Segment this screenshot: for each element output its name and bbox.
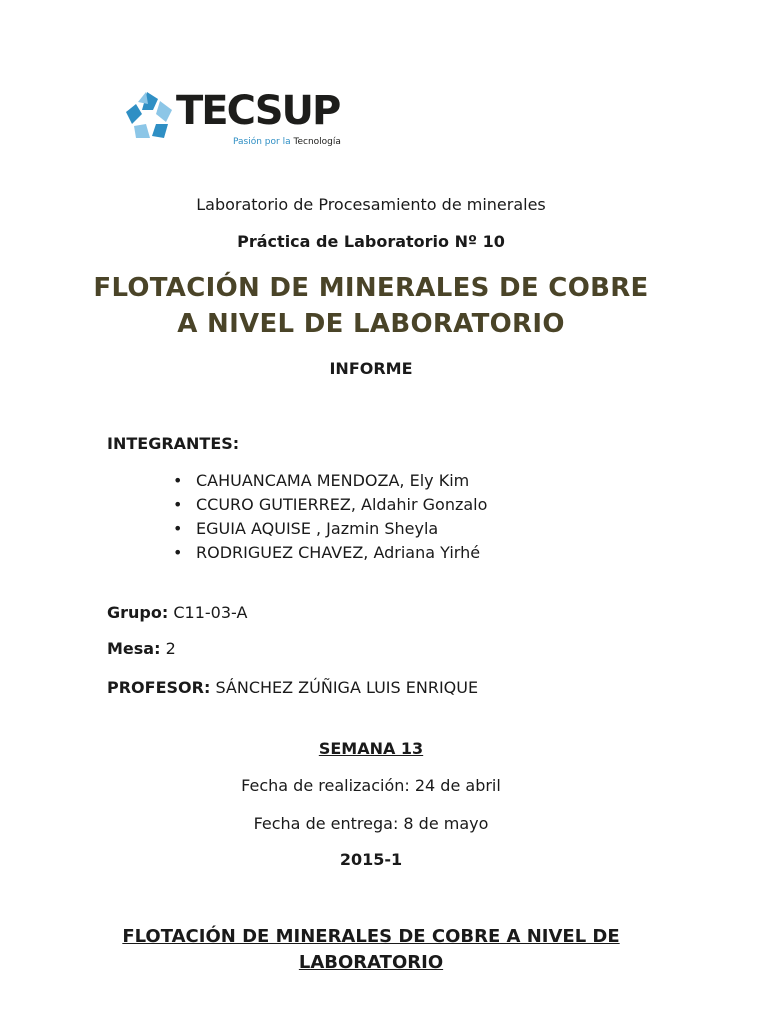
list-item: • CAHUANCAMA MENDOZA, Ely Kim [173,471,470,490]
title-line-2: A NIVEL DE LABORATORIO [177,309,565,339]
members-list [173,469,487,565]
member-name: RODRIGUEZ CHAVEZ, Adriana Yirhé [196,543,481,562]
logo-tagline-part1: Pasión por la [233,137,291,147]
group-line [107,603,247,622]
section-heading-line-2: LABORATORIO [298,952,444,973]
table-value: 2 [165,639,176,658]
title-line-1: FLOTACIÓN DE MINERALES DE COBRE [93,273,649,303]
professor-line [107,678,478,697]
table-label: Mesa: [107,639,161,658]
professor-value: SÁNCHEZ ZÚÑIGA LUIS ENRIQUE [215,678,479,697]
member-name: CAHUANCAMA MENDOZA, Ely Kim [196,471,470,490]
section-heading-line-1: FLOTACIÓN DE MINERALES DE COBRE A NIVEL DE [122,926,620,947]
list-item: • RODRIGUEZ CHAVEZ, Adriana Yirhé [173,543,481,562]
delivery-date: Fecha de entrega: 8 de mayo [253,814,489,833]
course-name: Laboratorio de Procesamiento de minerales [196,195,546,214]
term: 2015-1 [339,850,403,869]
list-item: • EGUIA AQUISE , Jazmin Sheyla [173,519,439,538]
completion-date: Fecha de realización: 24 de abril [241,776,501,795]
list-item: • CCURO GUTIERREZ, Aldahir Gonzalo [173,495,488,514]
document-type: INFORME [329,359,413,378]
logo-tagline-part2: Tecnología [293,137,341,147]
logo-wordmark: TECSUP [176,88,340,134]
table-line [107,639,176,658]
practice-number: Práctica de Laboratorio Nº 10 [237,232,505,251]
group-label: Grupo: [107,603,169,622]
logo-tagline [233,137,341,147]
member-name: CCURO GUTIERREZ, Aldahir Gonzalo [196,495,488,514]
group-value: C11-03-A [173,603,248,622]
professor-label: PROFESOR: [107,678,211,697]
members-heading: INTEGRANTES: [107,434,240,453]
week-label: SEMANA 13 [318,739,424,758]
member-name: EGUIA AQUISE , Jazmin Sheyla [196,519,439,538]
